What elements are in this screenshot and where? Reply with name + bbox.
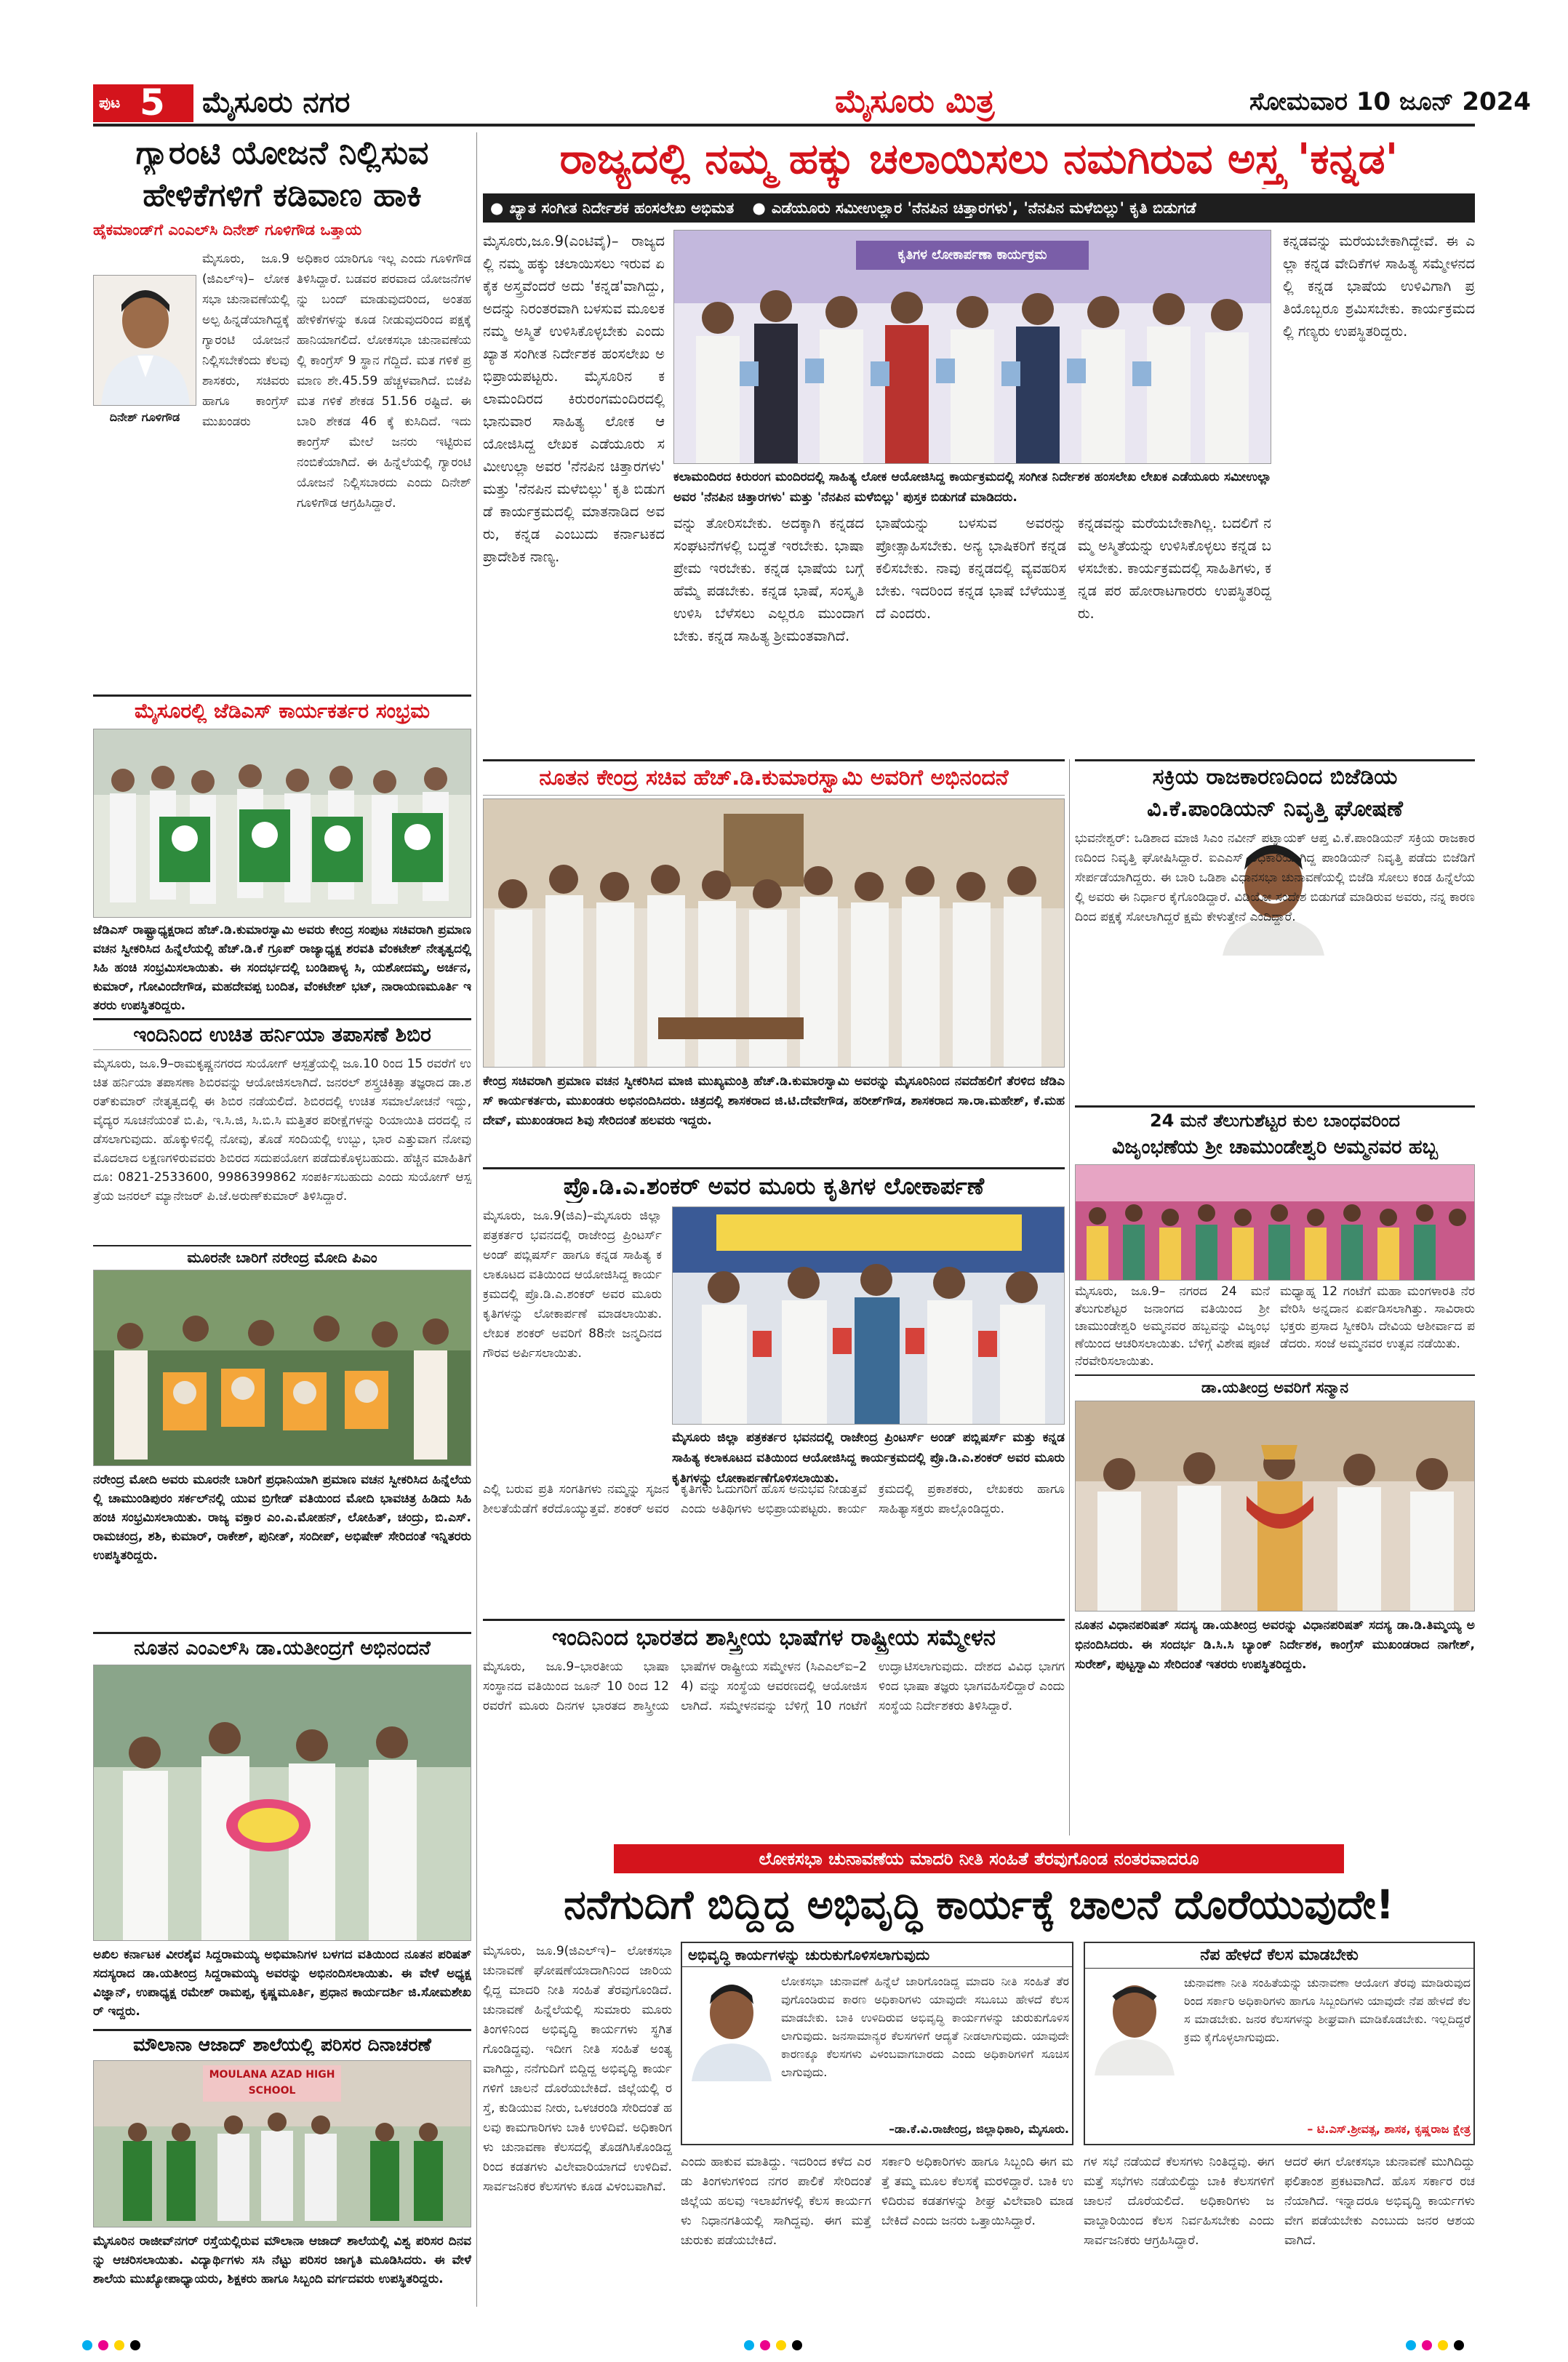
guarantee-kicker: ಹೈಕಮಾಂಡ್‌ಗೆ ಎಂಎಲ್‌ಸಿ ದಿನೇಶ್ ಗೂಳಿಗೌಡ ಒತ್ತಾಯ xyxy=(93,221,362,239)
election-headline: ನನೆಗುದಿಗೆ ಬಿದ್ದಿದ್ದ ಅಭಿವೃದ್ಧಿ ಕಾರ್ಯಕ್ಕೆ ಚಾಲನೆ ದೊರೆಯುವುದೇ! xyxy=(564,1881,1394,1928)
jds-story xyxy=(93,694,471,1014)
yathindra-caption: ನೂತನ ವಿಧಾನಪರಿಷತ್ ಸದಸ್ಯ ಡಾ.ಯತೀಂದ್ರ ಅವರನ್ನು ವಿಧಾನಪರಿಷತ್ ಸದಸ್ಯ ಡಾ.ಡಿ.ತಿಮ್ಮಯ್ಯ ಅಭಿನಂದಿಸಿದರು. ಈ ಸಂದರ್ಭ ಡಿ.ಸಿ.ಸಿ ಬ್ಯಾಂಕ್ ನಿರ್ದೇಶಕ, ಕಾಂಗ್ರೆಸ್ ಮುಖಂಡರಾದ ನಾಗೇಶ್, ಸುರೇಶ್, ಪುಟ್ಟಸ್ವಾಮಿ ಸೇರಿದಂತೆ ಇತರರು ಉಪಸ್ಥಿತರಿದ್ದರು. xyxy=(1075,1618,1475,1672)
hdk-headline: ನೂತನ ಕೇಂದ್ರ ಸಚಿವ ಹೆಚ್.ಡಿ.ಕುಮಾರಸ್ವಾಮಿ ಅವರಿಗೆ ಅಭಿನಂದನೆ xyxy=(483,759,1065,796)
election-col-1: ಮೈಸೂರು, ಜೂ.9(ಜಿಎಲ್‌ಇ)– ಲೋಕಸಭಾ ಚುನಾವಣೆ ಘೋಷಣೆಯಾದಾಗಿನಿಂದ ಜಾರಿಯಲ್ಲಿದ್ದ ಮಾದರಿ ನೀತಿ ಸಂಹಿತೆ ತೆರವುಗೊಂಡಿದೆ. ಚುನಾವಣೆ ಹಿನ್ನೆಲೆಯಲ್ಲಿ ಸುಮಾರು ಮೂರು ತಿಂಗಳಿನಿಂದ ಅಭಿವೃದ್ಧಿ ಕಾರ್ಯಗಳು ಸ್ಥಗಿತಗೊಂಡಿದ್ದವು. ಇದೀಗ ನೀತಿ ಸಂಹಿತೆ ಅಂತ್ಯವಾಗಿದ್ದು, ನನೆಗುದಿಗೆ ಬಿದ್ದಿದ್ದ ಅಭಿವೃದ್ಧಿ ಕಾರ್ಯಗಳಿಗೆ ಚಾಲನೆ ದೊರೆಯಬೇಕಿದೆ. ಜಿಲ್ಲೆಯಲ್ಲಿ ರಸ್ತೆ, ಕುಡಿಯುವ ನೀರು, ಒಳಚರಂಡಿ ಸೇರಿದಂತೆ ಹಲವು ಕಾಮಗಾರಿಗಳು ಬಾಕಿ ಉಳಿದಿವೆ. ಅಧಿಕಾರಿಗಳು ಚುನಾವಣಾ ಕೆಲಸದಲ್ಲಿ ತೊಡಗಿಸಿಕೊಂಡಿದ್ದರಿಂದ ಕಡತಗಳು ವಿಲೇವಾರಿಯಾಗದೆ ಉಳಿದಿವೆ. ಸಾರ್ವಜನಿಕರ ಕೆಲಸಗಳು ಕೂಡ ವಿಳಂಬವಾಗಿವೆ. xyxy=(483,1944,672,2194)
language-body: ಮೈಸೂರು, ಜೂ.9–ಭಾರತೀಯ ಭಾಷಾ ಸಂಸ್ಥಾನದ ವತಿಯಿಂದ ಜೂನ್ 10 ರಿಂದ 12 ರವರೆಗೆ ಮೂರು ದಿನಗಳ ಭಾರತದ ಶಾಸ್ತ್ರೀಯ ಭಾಷೆಗಳ ರಾಷ್ಟ್ರೀಯ ಸಮ್ಮೇಳನ (ಸಿಎಎಲ್‌ಐ–24) ವನ್ನು ಸಂಸ್ಥೆಯ ಆವರಣದಲ್ಲಿ ಆಯೋಜಿಸಲಾಗಿದೆ. ಸಮ್ಮೇಳನವನ್ನು ಬೆಳಿಗ್ಗೆ 10 ಗಂಟೆಗೆ ಉದ್ಘಾಟಿಸಲಾಗುವುದು. ದೇಶದ ವಿವಿಧ ಭಾಗಗಳಿಂದ ಭಾಷಾ ತಜ್ಞರು ಭಾಗವಹಿಸಲಿದ್ದಾರೆ ಎಂದು ಸಂಸ್ಥೆಯ ನಿರ್ದೇಶಕರು ತಿಳಿಸಿದ್ದಾರೆ. xyxy=(483,1660,1065,1713)
paper-logo: ಮೈಸೂರು ಮಿತ್ರ xyxy=(835,83,995,120)
election-box-body: ಲೋಕಸಭಾ ಚುನಾವಣೆ ಹಿನ್ನೆಲೆ ಜಾರಿಗೊಂಡಿದ್ದ ಮಾದರಿ ನೀತಿ ಸಂಹಿತೆ ತೆರವುಗೊಂಡಿರುವ ಕಾರಣ ಅಧಿಕಾರಿಗಳು ಯಾವುದೇ ಸಬೂಬು ಹೇಳದೆ ಕೆಲಸ ಮಾಡಬೇಕು. ಬಾಕಿ ಉಳಿದಿರುವ ಅಭಿವೃದ್ಧಿ ಕಾರ್ಯಗಳನ್ನು ಚುರುಕುಗೊಳಿಸಲಾಗುವುದು. ಜನಸಾಮಾನ್ಯರ ಕೆಲಸಗಳಿಗೆ ಆದ್ಯತೆ ನೀಡಲಾಗುವುದು. ಯಾವುದೇ ಕಾರಣಕ್ಕೂ ಕೆಲಸಗಳು ವಿಳಂಬವಾಗಬಾರದು ಎಂದು ಅಧಿಕಾರಿಗಳಿಗೆ ಸೂಚಿಸಲಾಗುವುದು. xyxy=(781,1974,1069,2079)
kannada-sub1: ಖ್ಯಾತ ಸಂಗೀತ ನಿರ್ದೇಶಕ ಹಂಸಲೇಖ ಅಭಿಮತ xyxy=(509,199,735,217)
festival-story xyxy=(1075,1105,1475,1371)
kannada-photo xyxy=(673,230,1271,464)
kannada-col-1: ಮೈಸೂರು,ಜೂ.9(ಎಂಟಿವೈ)– ರಾಜ್ಯದಲ್ಲಿ ನಮ್ಮ ಹಕ್ಕು ಚಲಾಯಿಸಲು ಇರುವ ಏಕೈಕ ಅಸ್ತ್ರವೆಂದರೆ ಅದು 'ಕನ್ನಡ'ವಾಗಿದ್ದು, ಅದನ್ನು ನಿರಂತರವಾಗಿ ಬಳಸುವ ಮೂಲಕ ನಮ್ಮ ಅಸ್ಮಿತೆ ಉಳಿಸಿಕೊಳ್ಳಬೇಕು ಎಂದು ಖ್ಯಾತ ಸಂಗೀತ ನಿರ್ದೇಶಕ ಹಂಸಲೇಖ ಅಭಿಪ್ರಾಯಪಟ್ಟರು. ಮೈಸೂರಿನ ಕಲಾಮಂದಿರದ ಕಿರುರಂಗಮಂದಿರದಲ್ಲಿ ಭಾನುವಾರ ಸಾಹಿತ್ಯ ಲೋಕ ಆಯೋಜಿಸಿದ್ದ ಲೇಖಕ ಎಡೆಯೂರು ಸಮೀಉಲ್ಲಾ ಅವರ 'ನೆನಪಿನ ಚಿತ್ತಾರಗಳು' ಮತ್ತು 'ನೆನಪಿನ ಮಳೆಬಿಲ್ಲು' ಕೃತಿ ಬಿಡುಗಡೆ ಕಾರ್ಯಕ್ರಮದಲ್ಲಿ ಮಾತನಾಡಿದ ಅವರು, ಕನ್ನಡ ಎಂಬುದು ಕರ್ನಾಟಕದ ಪ್ರಾದೇಶಿಕ ನಾಣ್ಯ. xyxy=(483,233,665,565)
kannada-photo-caption: ಕಲಾಮಂದಿರದ ಕಿರುರಂಗ ಮಂದಿರದಲ್ಲಿ ಸಾಹಿತ್ಯ ಲೋಕ ಆಯೋಜಿಸಿದ್ದ ಕಾರ್ಯಕ್ರಮದಲ್ಲಿ ಸಂಗೀತ ನಿರ್ದೇಶಕ ಹಂಸಲೇಖ ಲೇಖಕ ಎಡೆಯೂರು ಸಮೀಉಲ್ಲಾ ಅವರ 'ನೆನಪಿನ ಚಿತ್ತಾರಗಳು' ಮತ್ತು 'ನೆನಪಿನ ಮಳೆಬಿಲ್ಲು' ಪುಸ್ತಕ ಬಿಡುಗಡೆ ಮಾಡಿದರು. xyxy=(673,470,1271,505)
guarantee-intro-cont xyxy=(93,431,284,692)
bullet-icon: ● xyxy=(490,199,504,217)
kannada-subhead-bar xyxy=(483,193,1475,223)
kannada-col-4: ಕನ್ನಡವನ್ನು ಮರೆಯಬೇಕಾಗಿಲ್ಲ. ಬದಲಿಗೆ ನಮ್ಮ ಅಸ್ಮಿತೆಯನ್ನು ಉಳಿಸಿಕೊಳ್ಳಲು ಕನ್ನಡ ಬಳಸಬೇಕು. ಕಾರ್ಯಕ್ರಮದಲ್ಲಿ ಸಾಹಿತಿಗಳು, ಕನ್ನಡ ಪರ ಹೋರಾಟಗಾರರು ಉಪಸ್ಥಿತರಿದ್ದರು. xyxy=(1078,515,1271,622)
election-box-title: ಅಭಿವೃದ್ಧಿ ಕಾರ್ಯಗಳನ್ನು ಚುರುಕುಗೊಳಿಸಲಾಗುವುದು xyxy=(682,1943,1072,1967)
election-officer-box xyxy=(681,1942,1073,2145)
pandian-body: ಭುವನೇಶ್ವರ್: ಒಡಿಶಾದ ಮಾಜಿ ಸಿಎಂ ನವೀನ್ ಪಟ್ನಾಯಕ್ ಆಪ್ತ ವಿ.ಕೆ.ಪಾಂಡಿಯನ್ ಸಕ್ರಿಯ ರಾಜಕಾರಣದಿಂದ ನಿವೃತ್ತಿ ಘೋಷಿಸಿದ್ದಾರೆ. ಐಎಎಸ್ ಅಧಿಕಾರಿಯಾಗಿದ್ದ ಪಾಂಡಿಯನ್ ನಿವೃತ್ತಿ ಪಡೆದು ಬಿಜೆಡಿಗೆ ಸೇರ್ಪಡೆಯಾಗಿದ್ದರು. ಈ ಬಾರಿ ಒಡಿಶಾ ವಿಧಾನಸಭಾ ಚುನಾವಣೆಯಲ್ಲಿ ಬಿಜೆಡಿ ಸೋಲು ಕಂಡ ಹಿನ್ನೆಲೆಯಲ್ಲಿ ಅವರು ಈ ನಿರ್ಧಾರ ಕೈಗೊಂಡಿದ್ದಾರೆ. ವಿಡಿಯೋ ಸಂದೇಶ ಬಿಡುಗಡೆ ಮಾಡಿರುವ ಅವರು, ನನ್ನ ಕಾರಣದಿಂದ ಪಕ್ಷಕ್ಕೆ ಸೋಲಾಗಿದ್ದರೆ ಕ್ಷಮೆ ಕೇಳುತ್ತೇನೆ ಎಂದಿದ್ದಾರೆ. xyxy=(1075,831,1475,924)
shankar-headline: ಪ್ರೊ.ಡಿ.ಎ.ಶಂಕರ್ ಅವರ ಮೂರು ಕೃತಿಗಳ ಲೋಕಾರ್ಪಣೆ xyxy=(483,1167,1065,1203)
kannada-col-5: ಕನ್ನಡವನ್ನು ಮರೆಯಬೇಕಾಗಿದ್ದೇವೆ. ಈ ಎಲ್ಲಾ ಕನ್ನಡ ವೇದಿಕೆಗಳ ಸಾಹಿತ್ಯ ಸಮ್ಮೇಳನದಲ್ಲಿ ಕನ್ನಡ ಭಾಷೆಯ ಉಳಿವಿಗಾಗಿ ಪ್ರತಿಯೊಬ್ಬರೂ ಶ್ರಮಿಸಬೇಕು. ಕಾರ್ಯಕ್ರಮದಲ್ಲಿ ಗಣ್ಯರು ಉಪಸ್ಥಿತರಿದ್ದರು. xyxy=(1283,233,1475,340)
jds-photo xyxy=(93,729,471,918)
hdk-story xyxy=(483,759,1065,1163)
election-col-5b: ಆದರೆ ಈಗ ಲೋಕಸಭಾ ಚುನಾವಣೆ ಮುಗಿದಿದ್ದು ಫಲಿತಾಂಶ ಪ್ರಕಟವಾಗಿದೆ. ಹೊಸ ಸರ್ಕಾರ ರಚನೆಯಾಗಿದೆ. ಇನ್ನಾದರೂ ಅಭಿವೃದ್ಧಿ ಕಾರ್ಯಗಳು ವೇಗ ಪಡೆಯಬೇಕು ಎಂಬುದು ಜನರ ಆಶಯವಾಗಿದೆ. xyxy=(1284,2155,1475,2248)
pandian-headline-2: ವಿ.ಕೆ.ಪಾಂಡಿಯನ್ ನಿವೃತ್ತಿ ಘೋಷಣೆ xyxy=(1147,796,1403,822)
kannada-banner: ಕೃತಿಗಳ ಲೋಕಾರ್ಪಣಾ ಕಾರ್ಯಕ್ರಮ xyxy=(897,247,1047,263)
column-rule xyxy=(476,132,477,2307)
yathindra-photo xyxy=(1075,1401,1475,1612)
mlc-caption: ಅಖಿಲ ಕರ್ನಾಟಕ ವೀರಶೈವ ಸಿದ್ದರಾಮಯ್ಯ ಅಭಿಮಾನಿಗಳ ಬಳಗದ ವತಿಯಿಂದ ನೂತನ ಪರಿಷತ್ ಸದಸ್ಯರಾದ ಡಾ.ಯತೀಂದ್ರ ಸಿದ್ದರಾಮಯ್ಯ ಅವರನ್ನು ಅಭಿನಂದಿಸಲಾಯಿತು. ಈ ವೇಳೆ ಅಧ್ಯಕ್ಷ ವಿಜ್ಞಾನ್, ಉಪಾಧ್ಯಕ್ಷ ರಮೇಶ್ ರಾಮಪ್ಪ, ಕೃಷ್ಣಮೂರ್ತಿ, ಪ್ರಧಾನ ಕಾರ್ಯದರ್ಶಿ ಜಿ.ಸೋಮಶೇಖರ್ ಇದ್ದರು. xyxy=(93,1947,471,2019)
mlc-story xyxy=(93,1632,471,2025)
guarantee-story xyxy=(93,132,471,692)
school-story xyxy=(93,2029,471,2305)
hernia-body: ಮೈಸೂರು, ಜೂ.9–ರಾಮಕೃಷ್ಣನಗರದ ಸುಯೋಗ್ ಆಸ್ಪತ್ರೆಯಲ್ಲಿ ಜೂ.10 ರಿಂದ 15 ರವರೆಗೆ ಉಚಿತ ಹರ್ನಿಯಾ ತಪಾಸಣಾ ಶಿಬಿರವನ್ನು ಆಯೋಜಿಸಲಾಗಿದೆ. ಜನರಲ್ ಶಸ್ತ್ರಚಿಕಿತ್ಸಾ ತಜ್ಞರಾದ ಡಾ.ಶರತ್‌ಕುಮಾರ್ ನೇತೃತ್ವದಲ್ಲಿ ಈ ಶಿಬಿರ ನಡೆಯಲಿದೆ. ಶಿಬಿರದಲ್ಲಿ ಉಚಿತ ಸಮಾಲೋಚನೆ ಇದ್ದು, ವೈದ್ಯರ ಸೂಚನೆಯಂತೆ ಬಿ.ಪಿ, ಇ.ಸಿ.ಜಿ, ಸಿ.ಬಿ.ಸಿ ಮತ್ತಿತರ ಪರೀಕ್ಷೆಗಳನ್ನು ರಿಯಾಯಿತಿ ದರದಲ್ಲಿ ನಡೆಸಲಾಗುವುದು. ಹೊಕ್ಕುಳಿನಲ್ಲಿ ನೋವು, ತೊಡೆ ಸಂದಿಯಲ್ಲಿ ಉಬ್ಬು, ಭಾರ ಎತ್ತುವಾಗ ನೋವು ಮೊದಲಾದ ಲಕ್ಷಣಗಳಿರುವವರು ಶಿಬಿರದ ಸದುಪಯೋಗ ಪಡೆದುಕೊಳ್ಳಬಹುದು. ಹೆಚ್ಚಿನ ಮಾಹಿತಿಗೆ ದೂ: 0821-2533600, 9986399862 ಸಂಪರ್ಕಿಸಬಹುದು ಎಂದು ಸುಯೋಗ್ ಆಸ್ಪತ್ರೆಯ ಜನರಲ್ ಮ್ಯಾನೇಜರ್ ಪಿ.ಜೆ.ಅರುಣ್‌ಕುಮಾರ್ ತಿಳಿಸಿದ್ದಾರೆ. xyxy=(93,1057,471,1204)
page-number-badge xyxy=(93,81,193,124)
modi-story xyxy=(93,1245,471,1630)
modi-caption: ನರೇಂದ್ರ ಮೋದಿ ಅವರು ಮೂರನೇ ಬಾರಿಗೆ ಪ್ರಧಾನಿಯಾಗಿ ಪ್ರಮಾಣ ವಚನ ಸ್ವೀಕರಿಸಿದ ಹಿನ್ನೆಲೆಯಲ್ಲಿ ಚಾಮುಂಡಿಪುರಂ ಸರ್ಕಲ್‌ನಲ್ಲಿ ಯುವ ಬ್ರಿಗೇಡ್ ವತಿಯಿಂದ ಮೋದಿ ಭಾವಚಿತ್ರ ಹಿಡಿದು ಸಿಹಿ ಹಂಚಿ ಸಂಭ್ರಮಿಸಲಾಯಿತು. ರಾಜ್ಯ ವಕ್ತಾರ ಎಂ.ಎ.ಮೋಹನ್, ಲೋಹಿತ್, ಚಂದ್ರು, ಬಿ.ಎಸ್.ರಾಮಚಂದ್ರ, ಶಶಿ, ಕುಮಾರ್, ರಾಕೇಶ್, ಪುನೀತ್, ಸಂದೀಪ್, ಅಭಿಷೇಕ್ ಸೇರಿದಂತೆ ಇನ್ನಿತರರು ಉಪಸ್ಥಿತರಿದ್ದರು. xyxy=(93,1473,471,1563)
jds-headline: ಮೈಸೂರಲ್ಲಿ ಜೆಡಿಎಸ್ ಕಾರ್ಯಕರ್ತರ ಸಂಭ್ರಮ xyxy=(93,694,471,726)
modi-headline: ಮೂರನೇ ಬಾರಿಗೆ ನರೇಂದ್ರ ಮೋದಿ ಪಿಎಂ xyxy=(93,1245,471,1268)
column-rule xyxy=(1069,759,1070,1835)
masthead xyxy=(93,81,1531,125)
hdk-photo xyxy=(483,798,1065,1068)
pandian-story xyxy=(1075,759,1475,1101)
pandian-headline-1: ಸಕ್ರಿಯ ರಾಜಕಾರಣದಿಂದ ಬಿಜೆಡಿಯ xyxy=(1075,759,1475,793)
election-col-2b: ಎಂದು ಹಾಕುವ ಮಾತಿದ್ದು. ಇದರಿಂದ ಕಳೆದ ಎರಡು ತಿಂಗಳುಗಳಿಂದ ನಗರ ಪಾಲಿಕೆ ಸೇರಿದಂತೆ ಜಿಲ್ಲೆಯ ಹಲವು ಇಲಾಖೆಗಳಲ್ಲಿ ಕೆಲಸ ಕಾರ್ಯಗಳು ನಿಧಾನಗತಿಯಲ್ಲಿ ಸಾಗಿದ್ದವು. ಈಗ ಮತ್ತೆ ಚುರುಕು ಪಡೆಯಬೇಕಿದೆ. xyxy=(681,2155,871,2248)
school-photo xyxy=(93,2060,471,2227)
school-headline: ಮೌಲಾನಾ ಆಜಾದ್ ಶಾಲೆಯಲ್ಲಿ ಪರಿಸರ ದಿನಾಚರಣೆ xyxy=(93,2029,471,2059)
modi-photo xyxy=(93,1270,471,1466)
election-quote-box xyxy=(1084,1942,1475,2145)
kannada-col-3: ಭಾಷೆಯನ್ನು ಬಳಸುವ ಅವರನ್ನು ಪ್ರೋತ್ಸಾಹಿಸಬೇಕು. ಅನ್ಯ ಭಾಷಿಕರಿಗೆ ಕನ್ನಡ ಕಲಿಸಬೇಕು. ನಾವು ಕನ್ನಡದಲ್ಲಿ ವ್ಯವಹರಿಸಬೇಕು. ಇದರಿಂದ ಕನ್ನಡ ಭಾಷೆ ಬೆಳೆಯುತ್ತದೆ ಎಂದರು. xyxy=(876,515,1066,622)
mlc-photo xyxy=(93,1665,471,1941)
hernia-headline: ಇಂದಿನಿಂದ ಉಚಿತ ಹರ್ನಿಯಾ ತಪಾಸಣೆ ಶಿಬಿರ xyxy=(93,1018,471,1050)
kannada-sub2: ಎಡೆಯೂರು ಸಮೀಉಲ್ಲಾರ 'ನೆನಪಿನ ಚಿತ್ತಾರಗಳು', 'ನೆನಪಿನ ಮಳೆಬಿಲ್ಲು' ಕೃತಿ ಬಿಡುಗಡೆ xyxy=(771,199,1196,217)
election-box-portrait xyxy=(688,1972,775,2081)
festival-headline-1: 24 ಮನೆ ತೆಲುಗುಶೆಟ್ಟರ ಕುಲ ಬಾಂಧವರಿಂದ xyxy=(1075,1105,1475,1134)
school-sign: MOULANA AZAD HIGH SCHOOL xyxy=(209,2069,335,2097)
election-quote-sig: – ಟಿ.ಎಸ್.ಶ್ರೀವತ್ಸ, ಶಾಸಕ, ಕೃಷ್ಣರಾಜ ಕ್ಷೇತ್ರ xyxy=(1307,2122,1471,2136)
print-registration-marks xyxy=(0,2334,1568,2356)
shankar-left: ಮೈಸೂರು, ಜೂ.9(ಜಿಎ)–ಮೈಸೂರು ಜಿಲ್ಲಾ ಪತ್ರಕರ್ತರ ಭವನದಲ್ಲಿ ರಾಜೇಂದ್ರ ಪ್ರಿಂಟರ್ಸ್ ಅಂಡ್ ಪಬ್ಲಿಷರ್ಸ್ ಹಾಗೂ ಕನ್ನಡ ಸಾಹಿತ್ಯ ಕಲಾಕೂಟದ ವತಿಯಿಂದ ಆಯೋಜಿಸಿದ್ದ ಕಾರ್ಯಕ್ರಮದಲ್ಲಿ ಪ್ರೊ.ಡಿ.ಎ.ಶಂಕರ್ ಅವರ ಮೂರು ಕೃತಿಗಳನ್ನು ಲೋಕಾರ್ಪಣೆ ಮಾಡಲಾಯಿತು. ಲೇಖಕ ಶಂಕರ್ ಅವರಿಗೆ 88ನೇ ಜನ್ಮದಿನದ ಗೌರವ ಅರ್ಪಿಸಲಾಯಿತು. xyxy=(483,1209,662,1361)
election-quote-title: ನೆಪ ಹೇಳದೆ ಕೆಲಸ ಮಾಡಬೇಕು xyxy=(1085,1943,1473,1969)
guarantee-intro: ಮೈಸೂರು, ಜೂ.9(ಜಿಎಲ್‌ಇ)– ಲೋಕಸಭಾ ಚುನಾವಣೆಯಲ್ಲಿ ಅಲ್ಪ ಹಿನ್ನಡೆಯಾಗಿದ್ದಕ್ಕೆ ಗ್ಯಾರಂಟಿ ಯೋಜನೆ ನಿಲ್ಲಿಸಬೇಕೆಂದು ಕೆಲವು ಶಾಸಕರು, ಸಚಿವರು ಹಾಗೂ ಕಾಂಗ್ರೆಸ್ ಮುಖಂಡರು xyxy=(202,252,289,429)
election-box-sig: –ಡಾ.ಕೆ.ವಿ.ರಾಜೇಂದ್ರ, ಜಿಲ್ಲಾಧಿಕಾರಿ, ಮೈಸೂರು. xyxy=(889,2122,1069,2136)
issue-date: ಸೋಮವಾರ 10 ಜೂನ್ 2024 xyxy=(1249,87,1531,116)
festival-left: ಮೈಸೂರು, ಜೂ.9– ನಗರದ 24 ಮನೆ ತೆಲುಗುಶೆಟ್ಟರ ಜನಾಂಗದ ವತಿಯಿಂದ ಶ್ರೀ ಚಾಮುಂಡೇಶ್ವರಿ ಅಮ್ಮನವರ ಹಬ್ಬವನ್ನು ವಿಜೃಂಭಣೆಯಿಂದ ಆಚರಿಸಲಾಯಿತು. ಬೆಳಿಗ್ಗೆ ವಿಶೇಷ ಪೂಜೆ ನೆರವೇರಿಸಲಾಯಿತು. xyxy=(1075,1284,1270,1369)
hdk-caption: ಕೇಂದ್ರ ಸಚಿವರಾಗಿ ಪ್ರಮಾಣ ವಚನ ಸ್ವೀಕರಿಸಿದ ಮಾಜಿ ಮುಖ್ಯಮಂತ್ರಿ ಹೆಚ್.ಡಿ.ಕುಮಾರಸ್ವಾಮಿ ಅವರನ್ನು ಮೈಸೂರಿನಿಂದ ನವದೆಹಲಿಗೆ ತೆರಳಿದ ಜೆಡಿಎಸ್ ಕಾರ್ಯಕರ್ತರು, ಮುಖಂಡರು ಅಭಿನಂದಿಸಿದರು. ಚಿತ್ರದಲ್ಲಿ ಶಾಸಕರಾದ ಜಿ.ಟಿ.ದೇವೇಗೌಡ, ಹರೀಶ್‌ಗೌಡ, ಶಾಸಕರಾದ ಸಾ.ರಾ.ಮಹೇಶ್, ಕೆ.ಮಹದೇವ್, ಮುಖಂಡರಾದ ಶಿವು ಸೇರಿದಂತೆ ಹಲವರು ಇದ್ದರು. xyxy=(483,1074,1065,1128)
section-name: ಮೈಸೂರು ನಗರ xyxy=(202,86,351,119)
shankar-bottom: ಎಲ್ಲಿ ಬರುವ ಪ್ರತಿ ಸಂಗತಿಗಳು ನಮ್ಮನ್ನು ಸೃಜನಶೀಲತೆಯೆಡೆಗೆ ಕರೆದೊಯ್ಯುತ್ತವೆ. ಶಂಕರ್ ಅವರ ಕೃತಿಗಳು ಓದುಗರಿಗೆ ಹೊಸ ಅನುಭವ ನೀಡುತ್ತವೆ ಎಂದು ಅತಿಥಿಗಳು ಅಭಿಪ್ರಾಯಪಟ್ಟರು. ಕಾರ್ಯಕ್ರಮದಲ್ಲಿ ಪ್ರಕಾಶಕರು, ಲೇಖಕರು ಹಾಗೂ ಸಾಹಿತ್ಯಾಸಕ್ತರು ಪಾಲ್ಗೊಂಡಿದ್ದರು. xyxy=(483,1482,1065,1516)
kannada-headline: ರಾಜ್ಯದಲ್ಲಿ ನಮ್ಮ ಹಕ್ಕು ಚಲಾಯಿಸಲು ನಮಗಿರುವ ಅಸ್ತ್ರ 'ಕನ್ನಡ' xyxy=(559,134,1399,183)
festival-right: ಮಧ್ಯಾಹ್ನ 12 ಗಂಟೆಗೆ ಮಹಾ ಮಂಗಳಾರತಿ ನೆರವೇರಿಸಿ ಅನ್ನದಾನ ಏರ್ಪಡಿಸಲಾಗಿತ್ತು. ಸಾವಿರಾರು ಭಕ್ತರು ಪ್ರಸಾದ ಸ್ವೀಕರಿಸಿ ದೇವಿಯ ಆಶೀರ್ವಾದ ಪಡೆದರು. ಸಂಜೆ ಅಮ್ಮನವರ ಉತ್ಸವ ನಡೆಯಿತು. xyxy=(1280,1284,1475,1351)
yathindra-story xyxy=(1075,1374,1475,1753)
language-story xyxy=(483,1619,1065,1841)
election-quote-body: ಚುನಾವಣಾ ನೀತಿ ಸಂಹಿತೆಯನ್ನು ಚುನಾವಣಾ ಆಯೋಗ ತೆರವು ಮಾಡಿರುವುದರಿಂದ ಸರ್ಕಾರಿ ಅಧಿಕಾರಿಗಳು ಹಾಗೂ ಸಿಬ್ಬಂದಿಗಳು ಯಾವುದೇ ನೆಪ ಹೇಳದೆ ಕೆಲಸ ಮಾಡಬೇಕು. ಜನರ ಕೆಲಸಗಳನ್ನು ಶೀಘ್ರವಾಗಿ ಮಾಡಿಕೊಡಬೇಕು. ಇಲ್ಲದಿದ್ದರೆ ಕ್ರಮ ಕೈಗೊಳ್ಳಲಾಗುವುದು. xyxy=(1184,1976,1471,2044)
guarantee-portrait xyxy=(93,275,196,406)
guarantee-body: ಅಧಿಕಾರ ಯಾರಿಗೂ ಇಲ್ಲ ಎಂದು ಗೂಳಿಗೌಡ ತಿಳಿಸಿದ್ದಾರೆ. ಬಡವರ ಪರವಾದ ಯೋಜನೆಗಳನ್ನು ಬಂದ್ ಮಾಡುವುದರಿಂದ, ಅಂತಹ ಹೇಳಿಕೆಗಳನ್ನು ಕೂಡ ನೀಡುವುದರಿಂದ ಪಕ್ಷಕ್ಕೆ ಹಾನಿಯಾಗಲಿದೆ. ಲೋಕಸಭಾ ಚುನಾವಣೆಯಲ್ಲಿ ಕಾಂಗ್ರೆಸ್ 9 ಸ್ಥಾನ ಗೆದ್ದಿದೆ. ಮತ ಗಳಿಕೆ ಪ್ರಮಾಣ ಶೇ.45.59 ಹೆಚ್ಚಳವಾಗಿದೆ. ಬಿಜೆಪಿ ಮತ ಗಳಿಕೆ ಶೇಕಡ 51.56 ರಷ್ಟಿದೆ. ಈ ಬಾರಿ ಶೇಕಡ 46 ಕ್ಕೆ ಕುಸಿದಿದೆ. ಇದು ಕಾಂಗ್ರೆಸ್ ಮೇಲೆ ಜನರು ಇಟ್ಟಿರುವ ನಂಬಿಕೆಯಾಗಿದೆ. ಈ ಹಿನ್ನೆಲೆಯಲ್ಲಿ ಗ್ಯಾರಂಟಿ ಯೋಜನೆ ನಿಲ್ಲಿಸಬಾರದು ಎಂದು ದಿನೇಶ್ ಗೂಳಿಗೌಡ ಆಗ್ರಹಿಸಿದ್ದಾರೆ. xyxy=(297,252,471,511)
bullet-icon: ● xyxy=(752,199,766,217)
election-col-3b: ಸರ್ಕಾರಿ ಅಧಿಕಾರಿಗಳು ಹಾಗೂ ಸಿಬ್ಬಂದಿ ಈಗ ಮತ್ತೆ ತಮ್ಮ ಮೂಲ ಕೆಲಸಕ್ಕೆ ಮರಳಿದ್ದಾರೆ. ಬಾಕಿ ಉಳಿದಿರುವ ಕಡತಗಳನ್ನು ಶೀಘ್ರ ವಿಲೇವಾರಿ ಮಾಡಬೇಕಿದೆ ಎಂದು ಜನರು ಒತ್ತಾಯಿಸಿದ್ದಾರೆ. xyxy=(881,2155,1073,2228)
shankar-caption: ಮೈಸೂರು ಜಿಲ್ಲಾ ಪತ್ರಕರ್ತರ ಭವನದಲ್ಲಿ ರಾಜೇಂದ್ರ ಪ್ರಿಂಟರ್ಸ್ ಅಂಡ್ ಪಬ್ಲಿಷರ್ಸ್ ಮತ್ತು ಕನ್ನಡ ಸಾಹಿತ್ಯ ಕಲಾಕೂಟದ ವತಿಯಿಂದ ಆಯೋಜಿಸಿದ್ದ ಕಾರ್ಯಕ್ರಮದಲ್ಲಿ ಪ್ರೊ.ಡಿ.ಎ.ಶಂಕರ್ ಅವರ ಮೂರು ಕೃತಿಗಳನ್ನು ಲೋಕಾರ್ಪಣೆಗೊಳಿಸಲಾಯಿತು. xyxy=(672,1430,1065,1486)
guarantee-portrait-caption: ದಿನೇಶ್ ಗೂಳಿಗೌಡ xyxy=(109,410,180,424)
shankar-story xyxy=(483,1167,1065,1614)
election-col-4b: ಗಳ ಸಭೆ ನಡೆಯದೆ ಕೆಲಸಗಳು ನಿಂತಿದ್ದವು. ಈಗ ಮತ್ತೆ ಸಭೆಗಳು ನಡೆಯಲಿದ್ದು ಬಾಕಿ ಕೆಲಸಗಳಿಗೆ ಚಾಲನೆ ದೊರೆಯಲಿದೆ. ಅಧಿಕಾರಿಗಳು ಜವಾಬ್ದಾರಿಯಿಂದ ಕೆಲಸ ನಿರ್ವಹಿಸಬೇಕು ಎಂದು ಸಾರ್ವಜನಿಕರು ಆಗ್ರಹಿಸಿದ್ದಾರೆ. xyxy=(1084,2155,1274,2248)
guarantee-headline-2: ಹೇಳಿಕೆಗಳಿಗೆ ಕಡಿವಾಣ ಹಾಕಿ xyxy=(143,177,422,214)
election-story xyxy=(483,1844,1475,2324)
mlc-headline: ನೂತನ ಎಂಎಲ್‌ಸಿ ಡಾ.ಯತೀಂದ್ರಗೆ ಅಭಿನಂದನೆ xyxy=(93,1632,471,1663)
festival-photo xyxy=(1075,1164,1475,1281)
shankar-photo xyxy=(672,1206,1065,1425)
masthead-rule xyxy=(93,124,1475,127)
election-kicker: ಲೋಕಸಭಾ ಚುನಾವಣೆಯ ಮಾದರಿ ನೀತಿ ಸಂಹಿತೆ ತೆರವುಗೊಂಡ ನಂತರವಾದರೂ xyxy=(614,1844,1344,1873)
language-headline: ಇಂದಿನಿಂದ ಭಾರತದ ಶಾಸ್ತ್ರೀಯ ಭಾಷೆಗಳ ರಾಷ್ಟ್ರೀಯ ಸಮ್ಮೇಳನ xyxy=(483,1619,1065,1654)
hernia-story xyxy=(93,1018,471,1244)
festival-headline-2: ವಿಜೃಂಭಣೆಯ ಶ್ರೀ ಚಾಮುಂಡೇಶ್ವರಿ ಅಮ್ಮನವರ ಹಬ್ಬ xyxy=(1112,1136,1438,1158)
election-quote-portrait xyxy=(1091,1974,1178,2075)
kannada-story xyxy=(483,131,1475,756)
jds-caption: ಜೆಡಿಎಸ್ ರಾಷ್ಟ್ರಾಧ್ಯಕ್ಷರಾದ ಹೆಚ್.ಡಿ.ಕುಮಾರಸ್ವಾಮಿ ಅವರು ಕೇಂದ್ರ ಸಂಪುಟ ಸಚಿವರಾಗಿ ಪ್ರಮಾಣ ವಚನ ಸ್ವೀಕರಿಸಿದ ಹಿನ್ನೆಲೆಯಲ್ಲಿ ಹೆಚ್.ಡಿ.ಕೆ ಗ್ರೂಪ್ ರಾಜ್ಯಾಧ್ಯಕ್ಷ ಶರವತಿ ವೆಂಕಟೇಶ್ ನೇತೃತ್ವದಲ್ಲಿ ಸಿಹಿ ಹಂಚಿ ಸಂಭ್ರಮಿಸಲಾಯಿತು. ಈ ಸಂದರ್ಭದಲ್ಲಿ ಬಂಡಿಪಾಳ್ಯ ಸಿ, ಯಶೋದಮ್ಮ, ಅರ್ಚನ, ಕುಮಾರ್, ಗೋವಿಂದೇಗೌಡ, ಮಹದೇವಪ್ಪ ಬಂದಿತ, ವೆಂಕಟೇಶ್ ಭಟ್, ನಾರಾಯಣಮೂರ್ತಿ ಇತರರು ಉಪಸ್ಥಿತರಿದ್ದರು. xyxy=(93,923,471,1013)
kannada-col-2: ವನ್ನು ತೋರಿಸಬೇಕು. ಅದಕ್ಕಾಗಿ ಕನ್ನಡದ ಸಂಘಟನೆಗಳಲ್ಲಿ ಬದ್ಧತೆ ಇರಬೇಕು. ಭಾಷಾ ಪ್ರೇಮ ಇರಬೇಕು. ಕನ್ನಡ ಭಾಷೆಯ ಬಗ್ಗೆ ಹೆಮ್ಮೆ ಪಡಬೇಕು. ಕನ್ನಡ ಭಾಷೆ, ಸಂಸ್ಕೃತಿ ಉಳಿಸಿ ಬೆಳೆಸಲು ಎಲ್ಲರೂ ಮುಂದಾಗಬೇಕು. ಕನ್ನಡ ಸಾಹಿತ್ಯ ಶ್ರೀಮಂತವಾಗಿದೆ. xyxy=(673,515,864,644)
page-label: ಪುಟ xyxy=(99,94,121,111)
school-caption: ಮೈಸೂರಿನ ರಾಜೀವ್‌ನಗರ್ ರಸ್ತೆಯಲ್ಲಿರುವ ಮೌಲಾನಾ ಆಜಾದ್ ಶಾಲೆಯಲ್ಲಿ ವಿಶ್ವ ಪರಿಸರ ದಿನವನ್ನು ಆಚರಿಸಲಾಯಿತು. ವಿದ್ಯಾರ್ಥಿಗಳು ಸಸಿ ನೆಟ್ಟು ಪರಿಸರ ಜಾಗೃತಿ ಮೂಡಿಸಿದರು. ಈ ವೇಳೆ ಶಾಲೆಯ ಮುಖ್ಯೋಪಾಧ್ಯಾಯರು, ಶಿಕ್ಷಕರು ಹಾಗೂ ಸಿಬ್ಬಂದಿ ವರ್ಗದವರು ಉಪಸ್ಥಿತರಿದ್ದರು. xyxy=(93,2234,471,2286)
yathindra-headline: ಡಾ.ಯತೀಂದ್ರ ಅವರಿಗೆ ಸನ್ಮಾನ xyxy=(1075,1374,1475,1399)
page-number: 5 xyxy=(140,81,165,124)
guarantee-headline-1: ಗ್ಯಾರಂಟಿ ಯೋಜನೆ ನಿಲ್ಲಿಸುವ xyxy=(135,135,429,172)
